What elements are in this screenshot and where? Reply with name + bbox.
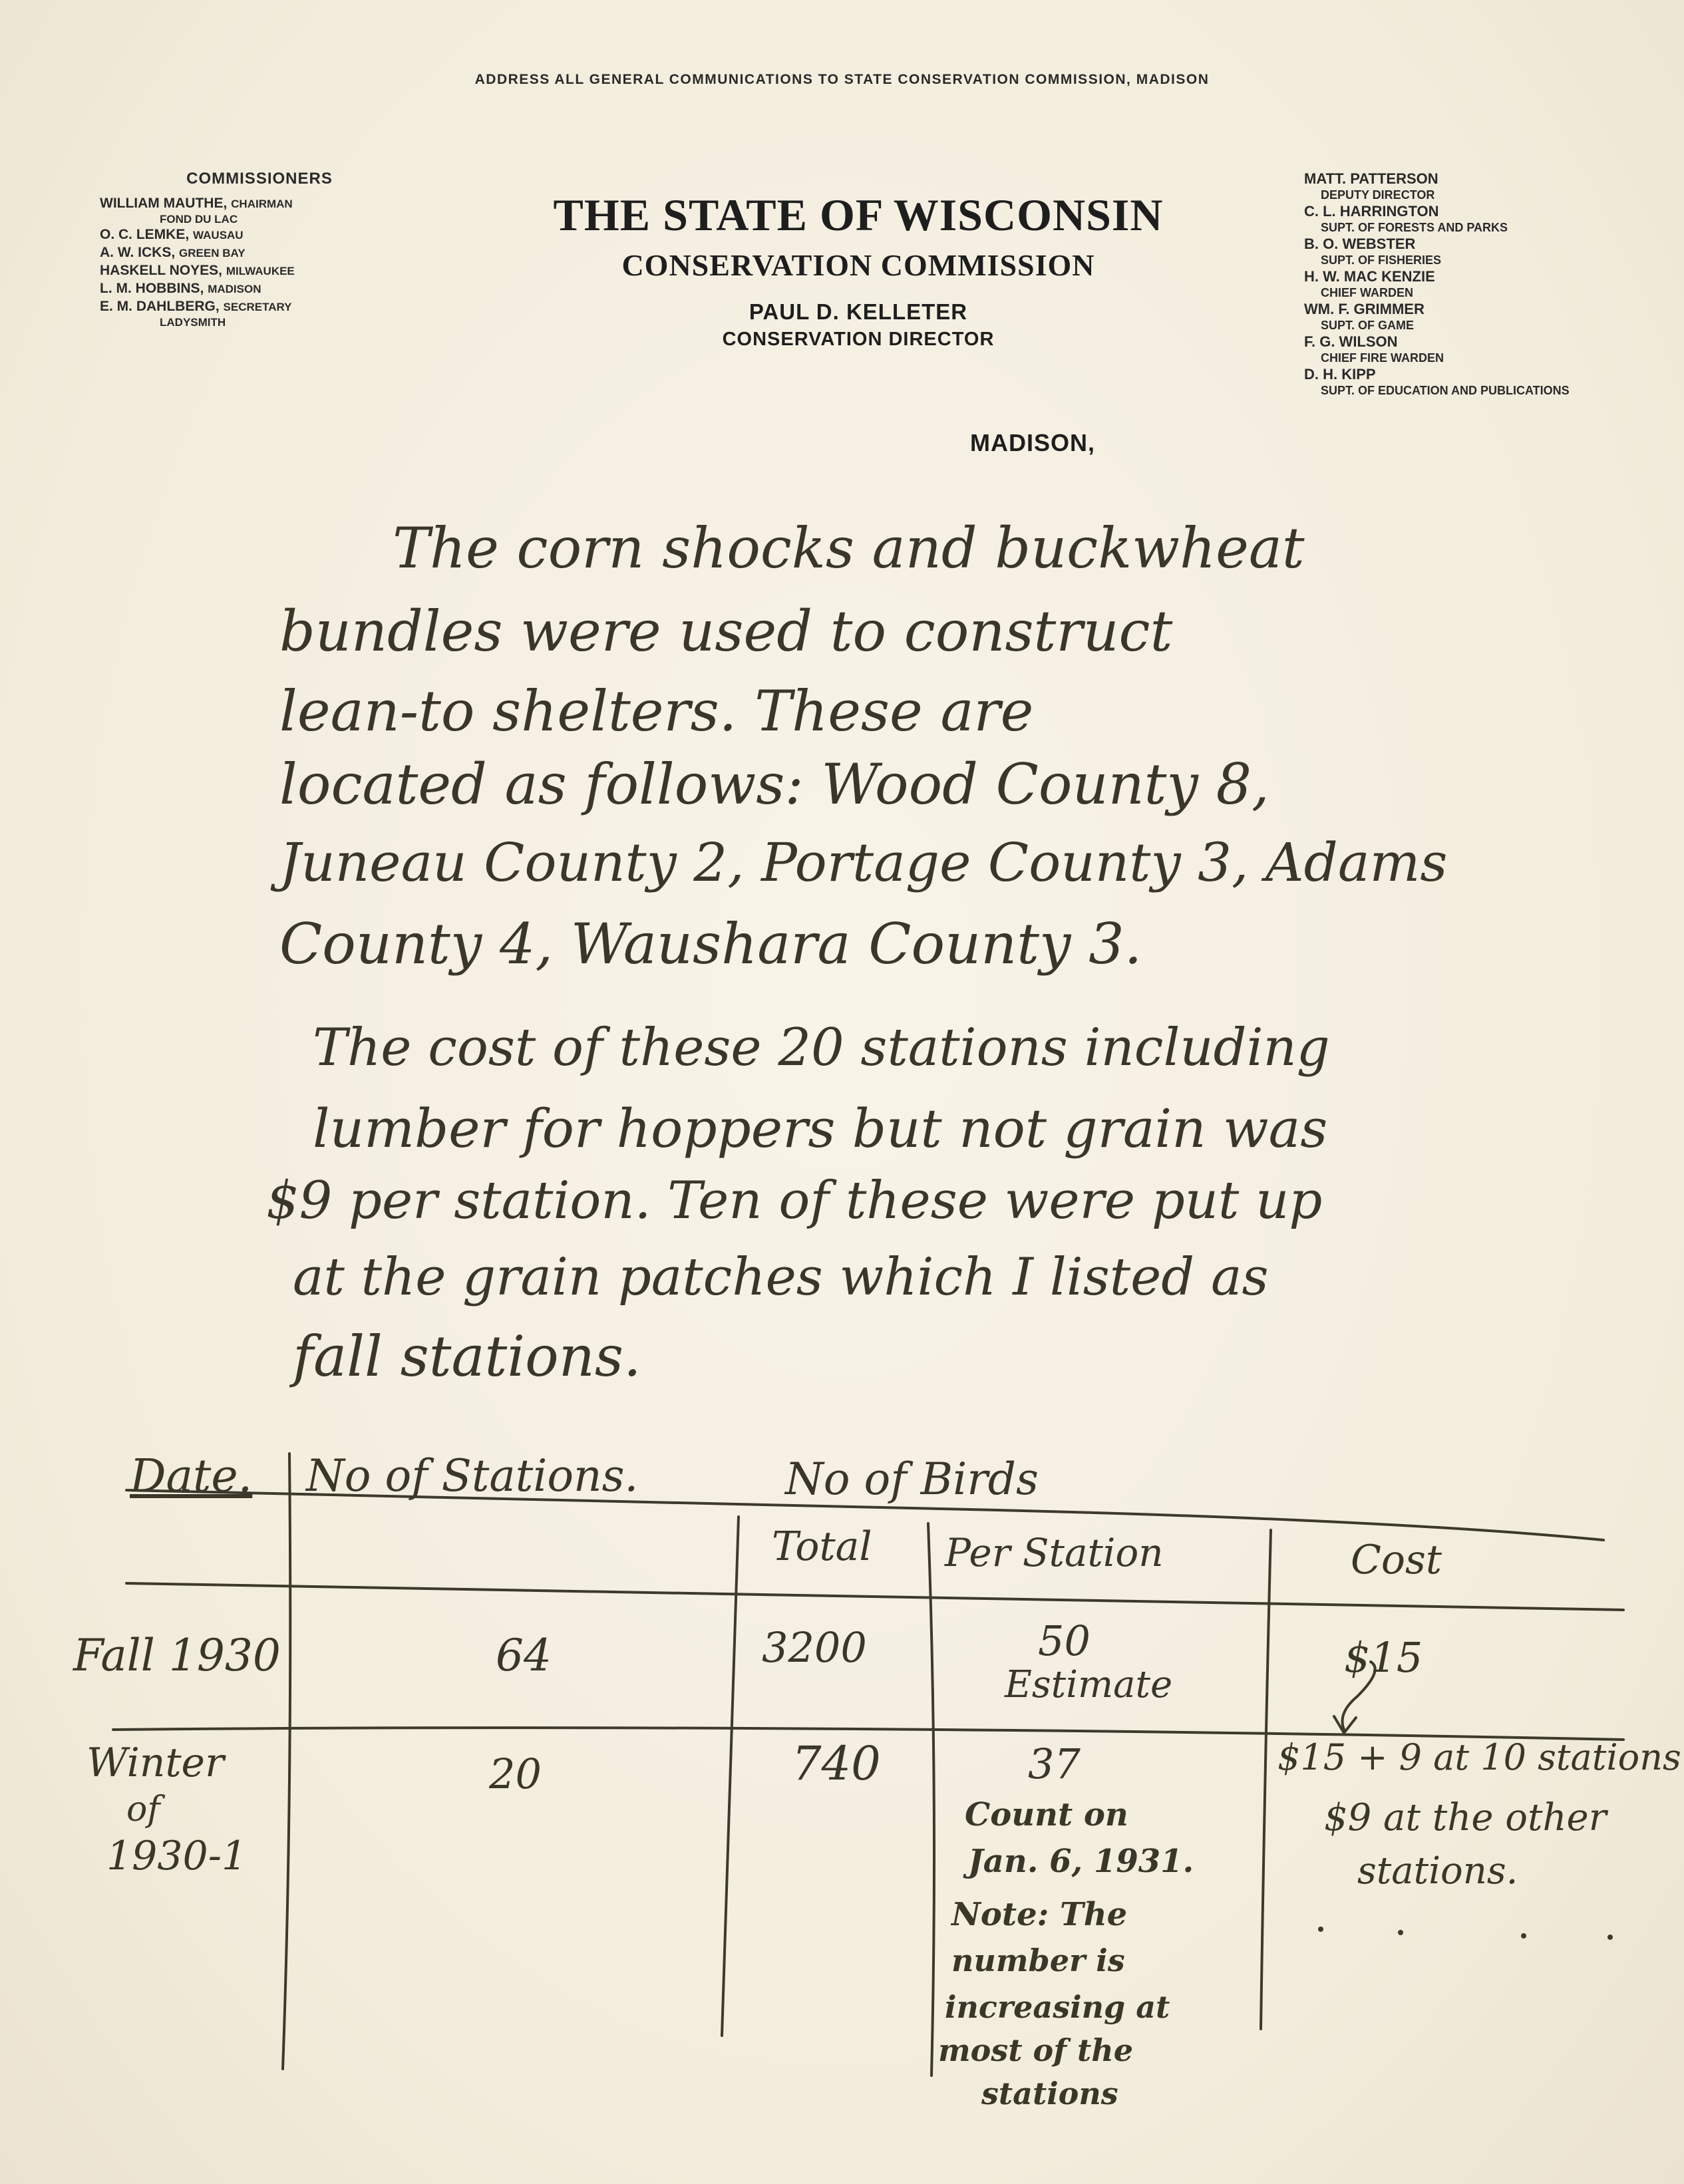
city-line: MADISON, [970, 429, 1095, 456]
row2-per-station: 37 [1028, 1740, 1081, 1788]
staff-name: C. L. HARRINGTON [1304, 203, 1439, 220]
count-note-line: Note: The [951, 1896, 1128, 1933]
row2-stations: 20 [489, 1750, 542, 1798]
commissioner-name: L. M. HOBBINS, [100, 281, 204, 296]
commissioner-name: A. W. ICKS, [100, 245, 176, 260]
row1-stations: 64 [496, 1630, 552, 1681]
ink-dot [1398, 1930, 1403, 1935]
row1-date: Fall 1930 [73, 1630, 281, 1681]
staff-name: D. H. KIPP [1304, 366, 1376, 383]
row1-total: 3200 [762, 1623, 867, 1672]
commissioner-detail: MILWAUKEE [226, 265, 295, 277]
state-title: THE STATE OF WISCONSIN [553, 190, 1164, 240]
ink-dot [1521, 1933, 1526, 1939]
body-line: lumber for hoppers but not grain was [313, 1098, 1328, 1160]
row2-date-line2: of [126, 1790, 160, 1829]
commissioners-header: COMMISSIONERS [186, 170, 333, 188]
table-col-cost [1261, 1530, 1271, 2029]
row2-total: 740 [792, 1736, 881, 1791]
ink-dot [1318, 1927, 1323, 1932]
col-header-cost: Cost [1351, 1537, 1442, 1583]
col-header-per-station: Per Station [945, 1530, 1164, 1575]
commissioner-detail: MADISON [208, 283, 261, 295]
commissioner-name: WILLIAM MAUTHE, [100, 196, 228, 211]
row2-cost-line: $15 + 9 at 10 stations [1277, 1736, 1681, 1778]
staff-name: MATT. PATTERSON [1304, 170, 1438, 187]
count-note-line: Count on [965, 1796, 1128, 1833]
body-line: Juneau County 2, Portage County 3, Adams [279, 832, 1448, 893]
col-header-stations: No of Stations. [306, 1450, 639, 1501]
staff-role: CHIEF WARDEN [1321, 286, 1413, 299]
row2-date-line1: Winter [86, 1740, 224, 1786]
row2-cost-line: stations. [1357, 1849, 1518, 1893]
row2-date-line3: 1930-1 [106, 1833, 248, 1879]
commissioner-detail: GREEN BAY [179, 247, 246, 259]
address-line: ADDRESS ALL GENERAL COMMUNICATIONS TO STATE CONSERVATION COMMISSION, MADISON [474, 72, 1210, 87]
row1-cost: $15 [1344, 1633, 1423, 1682]
commissioner-detail: WAUSAU [193, 229, 244, 241]
body-line: located as follows: Wood County 8, [279, 752, 1269, 817]
col-header-birds: No of Birds [785, 1454, 1039, 1505]
body-line: $9 per station. Ten of these were put up [266, 1171, 1323, 1231]
staff-role: SUPT. OF FORESTS AND PARKS [1321, 221, 1508, 234]
staff-role: CHIEF FIRE WARDEN [1321, 351, 1444, 365]
commissioner-name: E. M. DAHLBERG, [100, 299, 220, 314]
body-line: at the grain patches which I listed as [293, 1247, 1269, 1307]
table-col-per-station [928, 1523, 934, 2076]
commissioner-name: HASKELL NOYES, [100, 263, 222, 278]
row2-cost-line: $9 at the other [1324, 1796, 1607, 1839]
staff-name: WM. F. GRIMMER [1304, 301, 1425, 317]
commissioner-detail: SECRETARY [223, 301, 292, 313]
commission-title: CONSERVATION COMMISSION [621, 248, 1095, 282]
staff-role: SUPT. OF EDUCATION AND PUBLICATIONS [1321, 384, 1570, 397]
staff-role: SUPT. OF FISHERIES [1321, 253, 1442, 267]
body-line: County 4, Waushara County 3. [279, 911, 1142, 977]
table-rule-header [126, 1583, 1623, 1610]
col-header-total: Total [772, 1523, 872, 1570]
count-note-line: number is [951, 1943, 1125, 1978]
row1-estimate-note: Estimate [1005, 1663, 1173, 1706]
director-name: PAUL D. KELLETER [749, 299, 968, 324]
body-line: The cost of these 20 stations including [313, 1018, 1330, 1078]
staff-role: SUPT. OF GAME [1321, 319, 1415, 332]
count-note-line: most of the [938, 2032, 1133, 2068]
body-line: The corn shocks and buckwheat [393, 516, 1305, 581]
commissioner-detail: CHAIRMAN [231, 198, 293, 210]
count-note-line: increasing at [945, 1989, 1170, 2025]
staff-name: F. G. WILSON [1304, 333, 1398, 350]
count-note-line: Jan. 6, 1931. [968, 1843, 1194, 1880]
body-line: lean-to shelters. These are [279, 679, 1034, 744]
body-line: bundles were used to construct [279, 599, 1173, 664]
commissioner-name: O. C. LEMKE, [100, 227, 190, 242]
staff-name: H. W. MAC KENZIE [1304, 268, 1435, 285]
col-header-date: Date. [130, 1450, 253, 1503]
ink-dot [1607, 1935, 1613, 1940]
cost-arrowhead [1334, 1716, 1356, 1733]
table-col-date [283, 1454, 290, 2069]
director-title: CONSERVATION DIRECTOR [722, 329, 995, 350]
count-note-line: stations [981, 2076, 1118, 2111]
body-line: fall stations. [293, 1324, 641, 1389]
staff-name: B. O. WEBSTER [1304, 235, 1416, 252]
staff-role: DEPUTY DIRECTOR [1321, 188, 1435, 202]
commissioner-sub: LADYSMITH [160, 316, 226, 329]
commissioner-sub: FOND DU LAC [160, 213, 238, 226]
row1-per-station: 50 [1038, 1617, 1091, 1665]
